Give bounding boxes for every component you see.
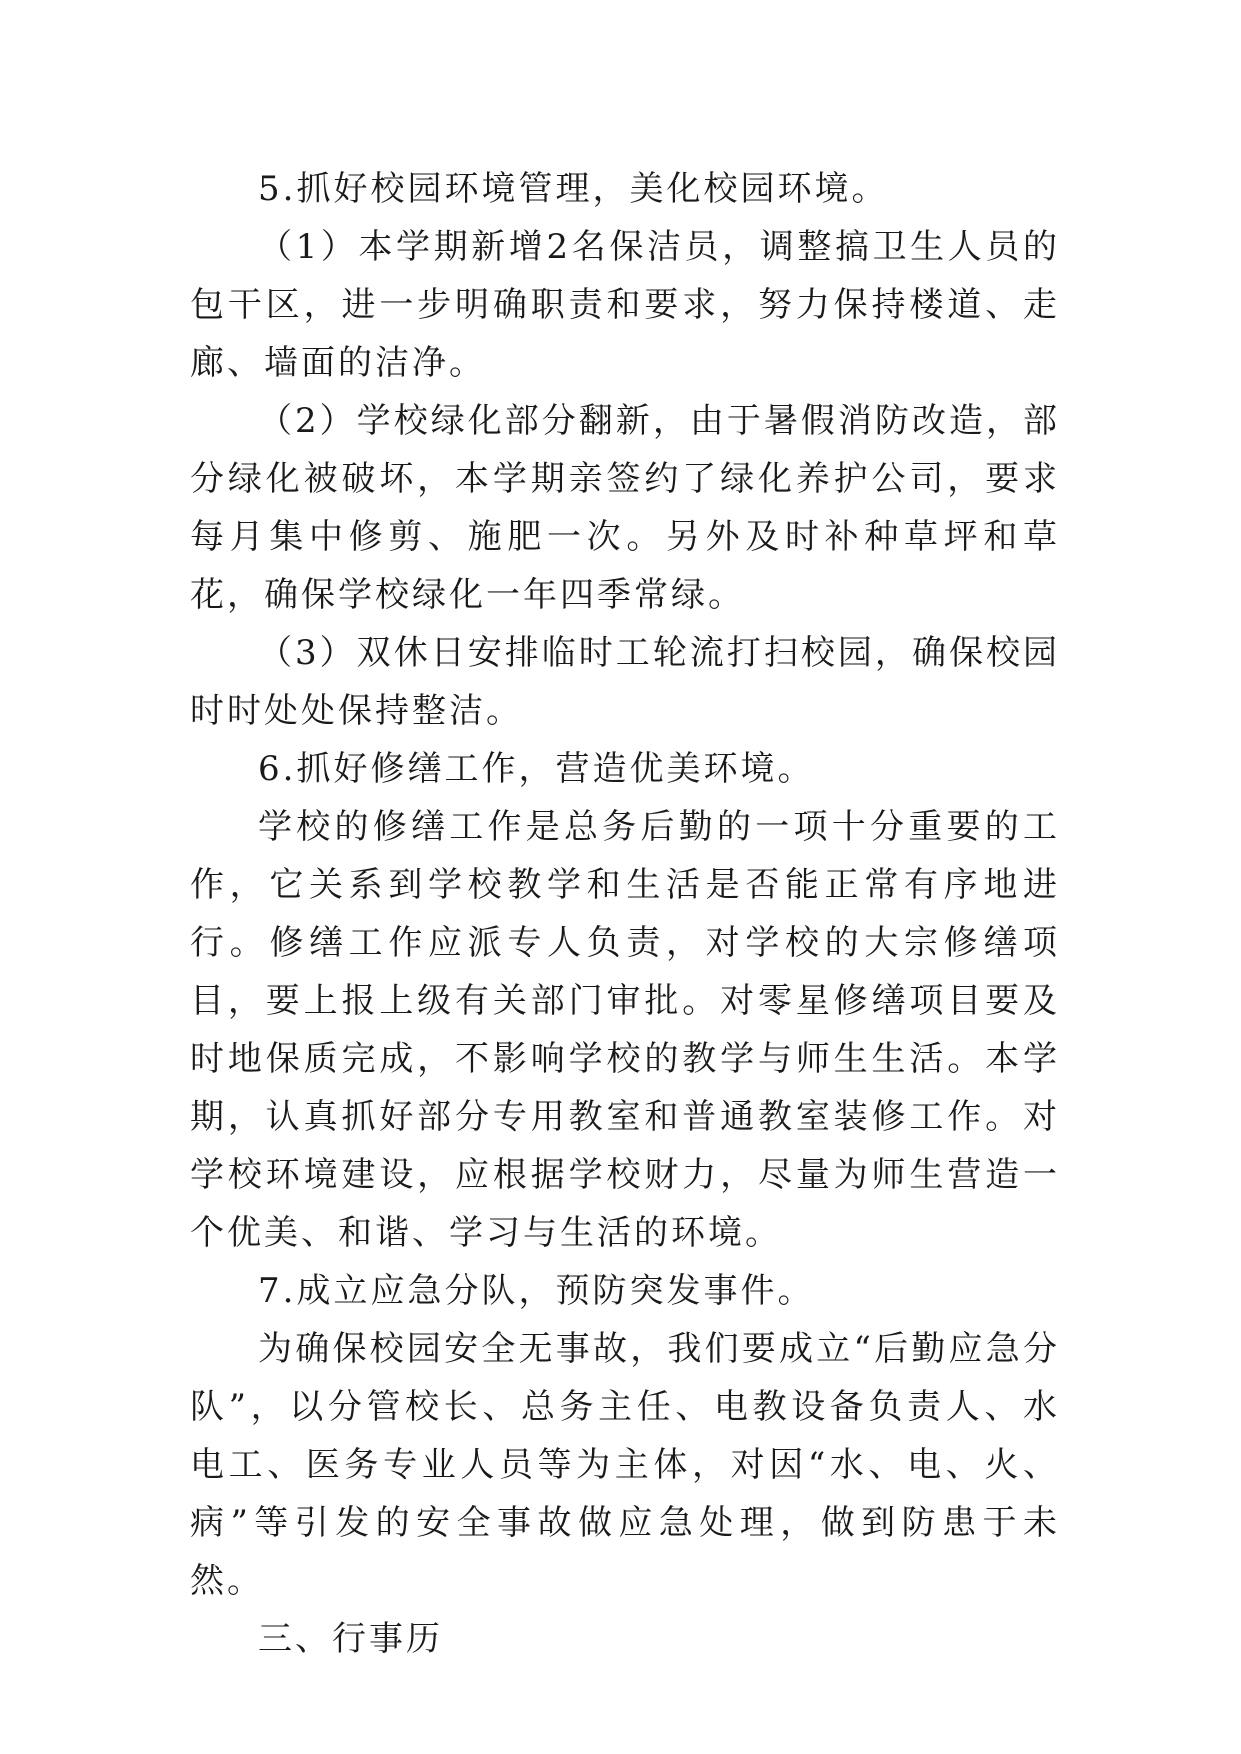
item-3-weekend-cleaning: （3）双休日安排临时工轮流打扫校园，确保校园时时处处保持整洁。: [190, 633, 1060, 731]
item-1-cleaners: （1）本学期新增2名保洁员，调整搞卫生人员的包干区，进一步明确职责和要求，努力保持楼道、走廊、墙面的洁净。: [190, 227, 1060, 383]
section-3-schedule-heading: 三、行事历: [258, 1619, 443, 1659]
item-2-greening: （2）学校绿化部分翻新，由于暑假消防改造，部分绿化被破坏，本学期亲签约了绿化养护公司，要求每月集中修剪、施肥一次。另外及时补种草坪和草花，确保学校绿化一年四季常绿。: [190, 401, 1060, 615]
heading-5-environment: 5.抓好校园环境管理，美化校园环境。: [258, 169, 889, 209]
heading-6-repairs: 6.抓好修缮工作，营造优美环境。: [258, 749, 815, 789]
emergency-team-paragraph: 为确保校园安全无事故，我们要成立“后勤应急分队”，以分管校长、总务主任、电教设备负责人、水电工、医务专业人员等为主体，对因“水、电、火、病”等引发的安全事故做应急处理，做到防患于未然。: [190, 1329, 1060, 1601]
repairs-paragraph: 学校的修缮工作是总务后勤的一项十分重要的工作，它关系到学校教学和生活是否能正常有序地进行。修缮工作应派专人负责，对学校的大宗修缮项目，要上报上级有关部门审批。对零星修缮项目要及时地保质完成，不影响学校的教学与师生生活。本学期，认真抓好部分专用教室和普通教室装修工作。对学校环境建设，应根据学校财力，尽量为师生营造一个优美、和谐、学习与生活的环境。: [190, 807, 1060, 1253]
heading-7-emergency-team: 7.成立应急分队，预防突发事件。: [258, 1271, 815, 1311]
document-body: [190, 160, 1060, 1668]
